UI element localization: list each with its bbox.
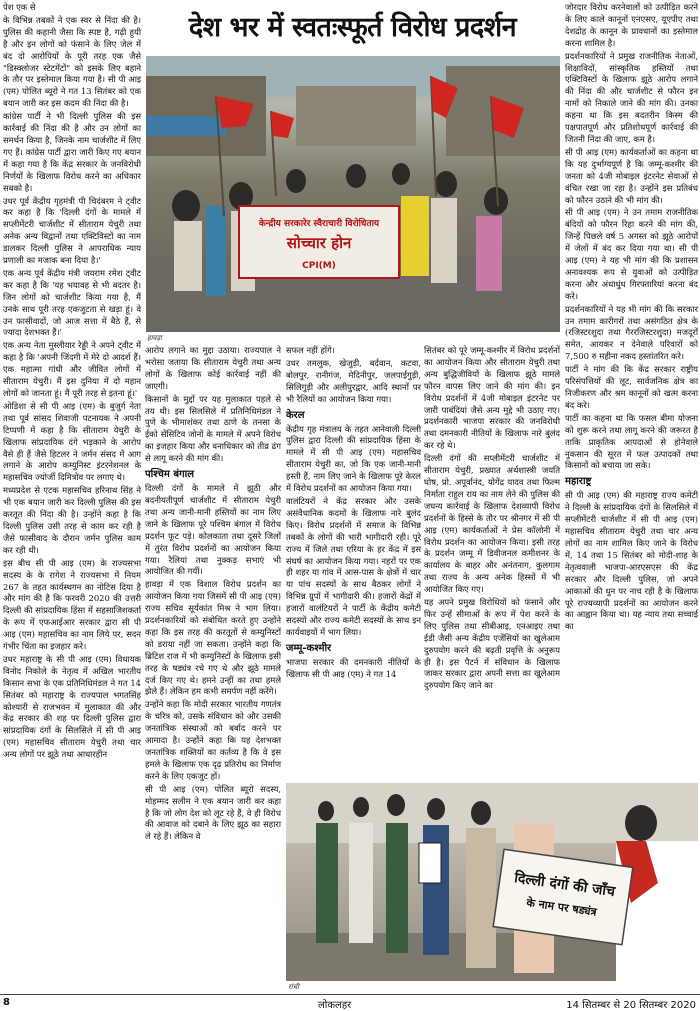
bottom-photo-caption: रांची [288,983,299,991]
article-paragraph: सितंबर को पूरे जम्मू-कश्मीर में विरोध प्रदर्शनों का आयोजन किया और सीताराम येचुरी तथा अन्य बुद्धिजीवियों के खिलाफ झूठे मामले फौरन वापस लिए जाने की मांग की। इन विरोध प्रदर्शनों में 4जी मोबाइल इंटरनेट पर जारी पाबंदियां जैसे अन्य मुद्दे भी उठाए गए। प्रदर्शनकारी भाजपा सरकार की जनविरोधी तथा दमनकारी नीतियों के खिलाफ नारे बुलंद कर रहे थे। [424,345,560,451]
left-article-column [3,2,141,992]
page-headline: देश भर में स्वतःस्फूर्त विरोध प्रदर्शन [188,12,517,43]
section-subheading: महाराष्ट्र [565,476,592,488]
ranchi-protest-scene [286,783,698,981]
center-column-2 [286,345,421,785]
article-paragraph: केंद्रीय गृह मंत्रालय के तहत आनेवाली दिल्ली पुलिस द्वारा दिल्ली की सांप्रदायिक हिंसा के मामले में सी पी आइ (एम) महासचिव सीताराम येचुरी का, जो कि एक जानी-मानी हस्ती हैं, नाम लिए जाने के खिलाफ पूरे केरल में विरोध प्रदर्शनों का आयोजन किया गया। [286,423,421,494]
article-paragraph: प्रदर्शनकारियों ने यह भी मांग की कि सरकार उन तमाम कारीगरों तथा असंगठित क्षेत्र के (रजिस्टरशुदा तथा गैररजिस्टरशुदा) मजदूरों समेत, आयकर न देनेवाले परिवारों को 7,500 रु महीना नकद हस्तांतरित करे। [565,303,698,362]
article-paragraph: यह अपने प्रमुख विरोधियों को फंसाने और फिर उन्हें सीमाओं के रूप में पेश करने के लिए पुलिस तथा सीबीआइ, एनआइए तथा ईडी जैसी अन्य केंद्रीय एजेंसियों का खुलेआम दुरुपयोग करने की बढ़ती प्रवृत्ति के अनुरूप ही है। इस पैटर्न में संविधान के खिलाफ जाकर सरकार द्वारा अपनी सत्ता का खुलेआम दुरुपयोग किए जाने का [424,597,560,691]
article-paragraph: उधर तमलुक, खेजुड़ी, बर्दवान, कटवा, बोलपुर, रानीगंज, मेदिनीपुर, जलपाईगुड़ी, सिलिगुड़ी और अलीपुरद्वार, आदि स्थानों पर भी रैलियों का आयोजन किया गया। [286,357,421,404]
article-paragraph: पार्टी ने मांग की कि केंद्र सरकार राष्ट्रीय परिसंपत्तियों की लूट, सार्वजनिक क्षेत्र का निजीकरण और श्रम कानूनों को खत्म करना बंद करे। [565,364,698,410]
howrah-protest-photo [146,56,560,332]
article-paragraph: सी पी आइ (एम) ने उन तमाम राजनीतिक बंदियों को फौरन रिहा करने की मांग की, जिन्हें पिछले वर्ष 5 अगस्त को झूठे आरोपों में जेलों में बंद कर दिया गया था। सी पी आइ (एम) ने यह भी मांग की कि प्रशासन अनावश्यक रूप से युवाओं को उत्पीड़ित करना और अंधाधुंध गिरफ्तारियां करना बंद करे। [565,207,698,301]
article-paragraph: दिल्ली दंगों के मामले में झूठी और बदनीयतीपूर्ण चार्जशीट में सीताराम येचुरी तथा अन्य जानी-मानी हस्तियों का नाम लिए जाने के खिलाफ पूरे पश्चिम बंगाल में विरोध प्रदर्शन फूट पड़े। कोलकाता तथा दूसरे जिलों में तुरंत विरोध प्रदर्शनों का आयोजन किया गया। रैलियां तथा नुक्कड़ सभाएं भी आयोजित की गयीं। [145,483,281,577]
article-paragraph: जोरदार विरोध करनेवालों को उत्पीड़ित करने के लिए काले कानूनों एनएसए, यूएपीए तथा देशद्रोह के कानून के प्रावधानों का इस्तेमाल करना शामिल है। [565,2,698,48]
article-paragraph: सी पी आइ (एम) की महाराष्ट्र राज्य कमेटी ने दिल्ली के सांप्रदायिक दंगों के सिलसिले में सप्लीमेंटरी चार्जशीट में सी पी आइ (एम) महासचिव सीताराम येचुरी तथा चार अन्य लोगों का नाम शामिल किए जाने के विरोध में, 14 तथा 15 सितंबर को मोदी-शाह के नेतृत्ववाली भाजपा-आरएसएस की केंद्र सरकार और दिल्ली पुलिस, जो अपने आकाओं की धुन पर नाच रही है के खिलाफ पूरे राज्यव्यापी प्रदर्शनों का आयोजन करने का आह्वान किया था। यह न्याय तथा सच्चाई का [565,490,698,632]
article-paragraph: सी पी आइ (एम) कार्यकर्ताओं का कहना था कि यह दुर्भाग्यपूर्ण है कि जम्मू-कश्मीर की जनता को 4जी मोबाइल इंटरनेट सेवाओं से वंचित रखा जा रहा है। उन्होंने इस प्रतिबंध को फौरन उठाने की भी मांग की। [565,146,698,205]
banner-party: CPI(M) [302,261,336,271]
article-paragraph: मध्यप्रदेश से एटक महासचिव हरिनाथ सिंह ने भी एक बयान जारी कर दिल्ली पुलिस की इस करतूत की निंदा की है। उन्होंने कहा है कि दिल्ली पुलिस उसी तरह से काम कर रही है जैसे फासीवाद के दौरान जर्मन पुलिस काम कर रही थी। [3,485,141,555]
article-paragraph: उधर पूर्व केंद्रीय गृहमंत्री पी चिदंबरम ने ट्वीट कर कहा है कि 'दिल्ली दंगों के मामले में सप्लीमेंटरी चार्जशीट में सीताराम येचुरी तथा अनेक अन्य विद्वानों तथा एक्टिविस्टों का नाम डालकर दिल्ली पुलिस ने आपराधिक न्याय प्रणाली का मजाक बना दिया है।' [3,195,141,266]
publication-name: लोकलहर [318,1000,352,1011]
article-paragraph: के विभिन्न तबकों ने एक स्वर से निंदा की है। पुलिस की कहानी जैसा कि स्पष्ट है, गढ़ी हुयी है और इन लोगों को फंसाने के लिए जेल में बंद दो आरोपियों के पूरी तरह एक जैसे "डिस्क्लोजर स्टेटमेंटों" को इसके लिए बहाने के तौर पर इस्तेमाल किया गया है। सी पी आइ (एम) पोलित ब्यूरो ने गत 13 सितंबर को एक बयान जारी कर इस कदम की निंदा की है। [3,14,141,109]
issue-date: 14 सितम्बर से 20 सितम्बर 2020 [566,1000,696,1011]
center-column-1 [145,345,281,842]
article-paragraph: उन्होंने कहा कि मोदी सरकार भारतीय गणतंत्र के चरित्र को, उसके संविधान को और उसकी जनतांत्रिक संस्थाओं को बर्बाद करने पर आमादा है। उन्होंने कहा कि यह देशभक्त जनतांत्रिक शक्तियों का कर्तव्य है कि वे इस हमले के खिलाफ एक दृढ़ प्रतिरोध का निर्माण करने के लिए एकजुट हों। [145,699,281,781]
article-paragraph: हावड़ा में एक विशाल विरोध प्रदर्शन का आयोजन किया गया जिसमें सी पी आइ (एम) राज्य सचिव सूर्यकांत मिश्र ने भाग लिया। प्रदर्शनकारियों को संबोधित करते हुए उन्होंने कहा कि इस तरह की करतूतों से कम्युनिस्टों को डराया नहीं जा सकता। उन्होंने कहा कि ब्रिटिश राज में भी कम्युनिस्टों के खिलाफ इसी तरह के षड्यंत्र रचे गए थे और झूठे मामले दर्ज किए गए थे। हमने उन्हीं का तथा हमले झेले हैं। लेकिन हम कभी समर्पण नहीं करेंगे। [145,579,281,697]
center-column-3 [424,345,560,785]
right-article-column [565,2,698,780]
article-paragraph: वालंटियरों ने केंद्र सरकार और उसके असंवैधानिक कदमों के खिलाफ नारे बुलंद किए। विरोध प्रदर्शनों में समाज के विभिन्न तबकों के लोगों की भारी भागीदारी रही। पूरे राज्य में जिले तथा एरिया के हर केंद्र में इस संघर्ष का आयोजन किया गया। नहरों पर एक ही शहर या गांव में आस-पास के क्षेत्रों में चार या पांच सदस्यों के साथ बैठकर लोगों ने विभिन्न ग्रुपों में भागीदारी की। हजारों केंद्रों में हजारों वालंटियरों ने पार्टी के केंद्रीय कमेटी सदस्यों और राज्य कमेटी सदस्यों के साथ इन कार्यवाइयों में भाग लिया। [286,495,421,637]
placard-line-2: के नाम पर षड्यंत्र [525,896,598,919]
ranchi-protest-photo [286,783,698,981]
article-paragraph: भाजपा सरकार की दमनकारी नीतियों के खिलाफ सी पी आइ (एम) ने गत 14 [286,656,421,679]
article-paragraph: आरोप लगाने का मुद्दा उठाया। राज्यपाल ने भरोसा जताया कि सीताराम येचुरी तथा अन्य लोगों के खिलाफ कोई कार्रवाई नहीं की जाएगी। [145,345,281,391]
article-paragraph: प्रदर्शनकारियों ने प्रमुख राजनीतिक नेताओं, शिक्षाविदों, सांस्कृतिक हस्तियों तथा एक्टिविस्टों के खिलाफ झूठे आरोप लगाने की निंदा की और चार्जशीट से फौरन इन नामों को निकाले जाने की मांग की। उनका कहना था कि इस बदतरीन किस्म की पक्षपातपूर्ण और प्रतिशोधपूर्ण कार्रवाई की जितनी निंदा की जाए, कम है। [565,50,698,144]
placard-line-1: दिल्ली दंगों की जाँच [513,870,616,901]
article-paragraph: सी पी आइ (एम) पोलित ब्यूरो सदस्य, मोहम्मद सलीम ने एक बयान जारी कर कहा है कि जो लोग देश को लूट रहे हैं, वे ही विरोध की आवाज को दबाने के लिए झूठ का सहारा ले रहे हैं। लेकिन वे [145,783,281,842]
article-paragraph: सफल नहीं होंगे। [286,345,335,355]
article-paragraph: एक अन्य पूर्व केंद्रीय मंत्री जयराम रमेश ट्वीट कर कहा है कि 'यह भयावह से भी बदतर है। जिन लोगों को चार्जशीट किया गया है, मैं उनके साथ पूरी तरह एकजुटता से खड़ा हूं। वे उन फासीवादों, जो आज सत्ता में बैठे हैं, से ज्यादा देशभक्त हैं।' [3,267,141,338]
howrah-protest-scene [146,56,560,332]
banner-line-1: केन्द्रीय सरकारेर स्वैराचारी विरोधिताय [258,219,380,229]
article-paragraph: किसानों के मुद्दों पर यह मुलाकात पहले से तय थी। इस सिलसिले में प्रतिनिधिमंडल ने पुणे के भीमाशंकर तथा ठाणे के तनसा के ईको सेंसिटिव जोनों के मामले में अपने विरोध का इजहार किया और वनाधिकार को तीव्र ढंग से लागू करने की मांग की। [145,393,281,464]
article-paragraph: उधर महाराष्ट्र के सी पी आइ (एम) विधायक विनोद निकोले के नेतृत्व में अखिल भारतीय किसान सभा के एक प्रतिनिधिमंडल ने गत 14 सितंबर को महाराष्ट्र के राज्यपाल भगतसिंह कोश्यारी से राजभवन में मुलाकात की और केंद्र सरकार की शह पर दिल्ली पुलिस द्वारा सांप्रदायिक दंगों के सिलसिले में सी पी आइ (एम) महासचिव सीताराम येचुरी तथा चार अन्य लोगों पर झूठे तथा आधारहीन [3,653,141,760]
article-paragraph: ओडिशा से सी पी आइ (एम) के बुजुर्ग नेता तथा पूर्व सांसद शिवाजी पटनायक ने अपनी टिप्पणी में कहा है कि सीताराम येचुरी के खिलाफ सांप्रदायिक दंगे भड़काने के आरोप वैसे ही हैं जैसे हिटलर ने जर्मन संसद में आग लगाने के आरोप कम्युनिस्ट इंटरनेशनल के महासचिव ज्योर्जी दिमित्रोव पर लगाए थे। [3,400,141,483]
article-paragraph: इस बीच सी पी आइ (एम) के राज्यसभा सदस्य के के रागेश ने राज्यसभा में नियम 267 के तहत कार्यस्थगन का नोटिस दिया है और मांग की है कि फरवरी 2020 की उत्तरी दिल्ली की सांप्रदायिक हिंसा में सहसाजिशकर्ता के रूप में एफआईआर सरकार द्वारा सी पी आइ (एम) महासचिव का नाम लिये पर, सदन गंभीर चिंता का इजहार करे। [3,557,141,652]
section-subheading: जम्मू-कश्मीर [286,642,332,654]
section-subheading: पश्चिम बंगाल [145,469,195,481]
banner-line-2: सोच्चार होन [286,234,352,252]
article-paragraph: पेश एक से [3,2,36,12]
article-paragraph: पार्टी का कहना था कि फसल बीमा योजना को शुरू करने तथा लागू करने की जरूरत है ताकि प्राकृतिक आपदाओं से होनेवाले नुकसान की सूरत में फल उत्पादकों तथा किसानों को बचाया जा सके। [565,412,698,471]
article-paragraph: एक अन्य नेता मुस्लीयार रेड्डी ने अपने ट्वीट में कहा है कि 'अपनी जिंदगी में मेरे दो आदर्श हैं। एक महात्मा गांधी और जीवित लोगों में सीताराम येचुरी। मैं इस दुनिया में दो महान लोगों को जानता हूं। मैं पूरी तरह से इतना हूं।' [3,340,141,398]
section-subheading: केरल [286,409,305,421]
page-footer [0,994,700,1010]
top-photo-caption: हावड़ा [147,334,162,342]
article-paragraph: कांग्रेस पार्टी ने भी दिल्ली पुलिस की इस कार्रवाई की निंदा की है और उन लोगों का समर्थन किया है, जिनके नाम चार्जशीट में लिए गए हैं। कांग्रेस पार्टी द्वारा जारी किए गए बयान में कहा गया है कि केंद्र सरकार के जनविरोधी निर्णयों के खिलाफ विरोध करने का अधिकार सबको है। [3,111,141,193]
page-number: 8 [3,997,10,1008]
article-paragraph: दिल्ली दंगों की सप्लीमेंटरी चार्जशीट में सीताराम येचुरी, प्रख्यात अर्थशास्त्री जयति घोष, प्रो. अपूर्वानंद, योगेंद्र यादव तथा फिल्म निर्माता राहुल राय का नाम लेने की पुलिस की जघन्य कार्रवाई के खिलाफ देशव्यापी विरोध प्रदर्शनों के हिस्से के तौर पर श्रीनगर में सी पी आइ (एम) कार्यकर्ताओं ने प्रेस कॉलोनी में विरोध प्रदर्शन का आयोजन किया। इसी तरह के प्रदर्शन जम्मू में डिवीजनल कमीशनर के कार्यालय के बाहर और अनंतनाग, कुलगाम तथा राज्य के अन्य अनेक हिस्सों में भी आयोजित किए गए। [424,453,560,595]
